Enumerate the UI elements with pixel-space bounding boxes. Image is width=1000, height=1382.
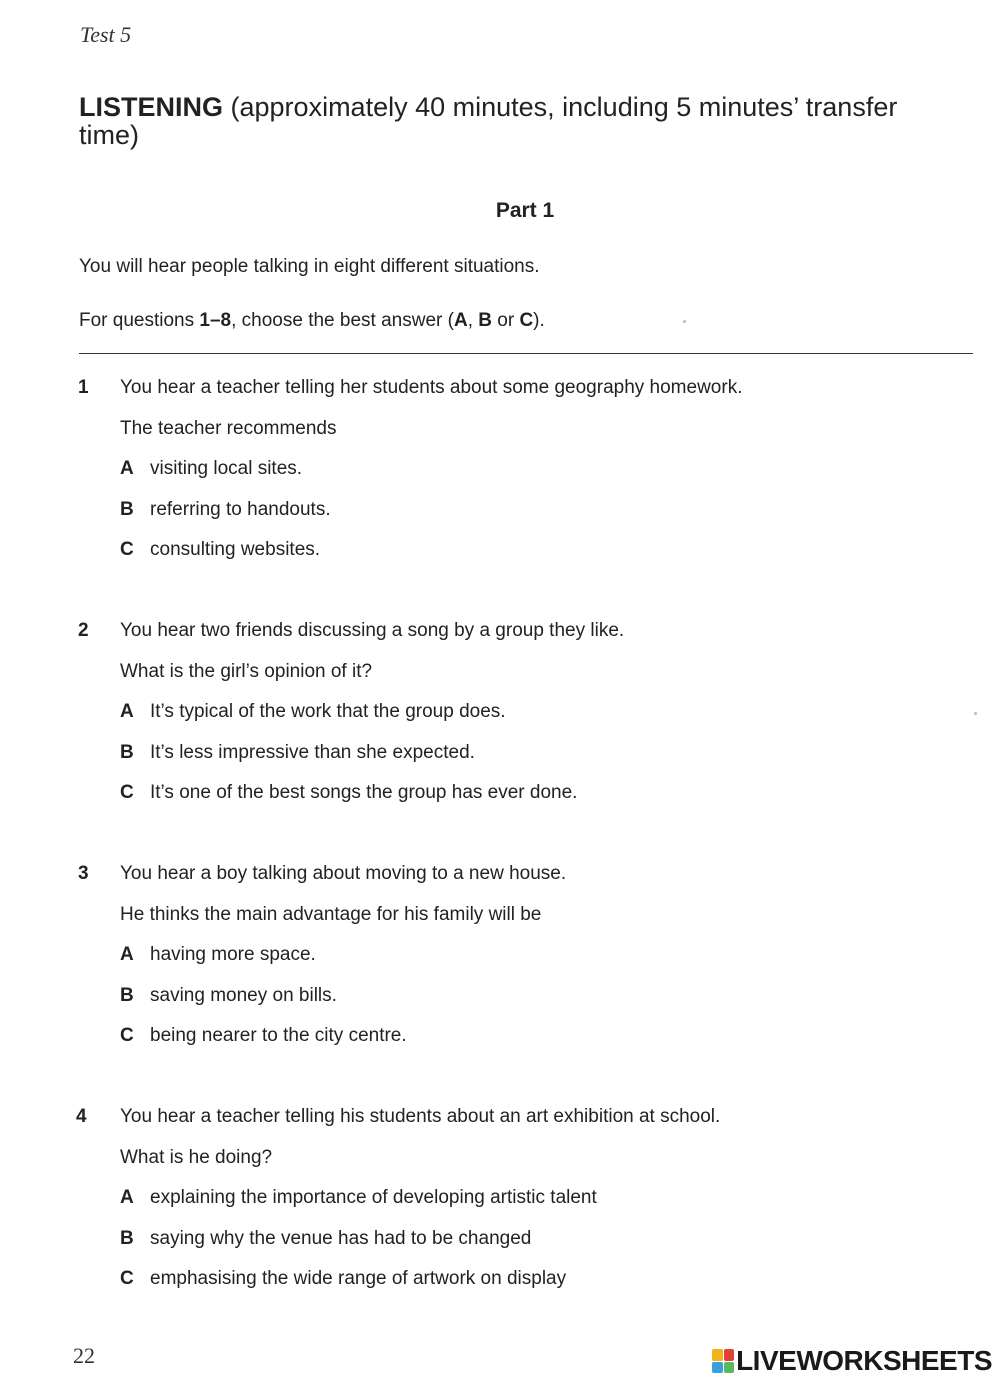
option-text: visiting local sites. [150,458,303,479]
page-number: 22 [73,1343,95,1368]
part-heading: Part 1 [495,199,555,222]
option-c[interactable] [120,1268,566,1290]
question-context: You hear a teacher telling his students about an art exhibition at school. [120,1106,721,1127]
question-number: 4 [76,1106,87,1127]
question-number: 2 [78,620,89,641]
option-text: explaining the importance of developing artistic talent [150,1187,597,1208]
option-letter: A [120,701,134,722]
instruction-line-2 [79,310,545,332]
option-letter: C [120,1268,134,1289]
test-label: Test 5 [80,22,132,47]
question-context: You hear a teacher telling her students about some geography homework. [120,377,743,398]
option-b-ref: B [478,310,492,331]
section-title-bold: LISTENING [79,92,224,122]
option-text: emphasising the wide range of artwork on display [150,1268,567,1289]
option-letter: C [120,782,134,803]
liveworksheets-logo[interactable] [712,1345,992,1377]
question-stem: What is he doing? [120,1147,273,1168]
option-text: It’s one of the best songs the group has ever done. [150,782,578,803]
option-a-ref: A [453,310,468,331]
question-stem: The teacher recommends [120,418,337,439]
option-text: It’s typical of the work that the group does. [150,701,506,722]
section-title-rest: (approximately 40 minutes, including 5 minutes’ transfer time) [79,92,898,150]
question-range: 1–8 [199,310,232,331]
logo-tile [712,1362,723,1374]
instruction-text: or [491,310,520,331]
option-text: referring to handouts. [150,499,331,520]
option-text: being nearer to the city centre. [150,1025,407,1046]
option-a[interactable] [120,944,316,966]
option-b[interactable] [120,1228,531,1250]
question-context: You hear two friends discussing a song by a group they like. [120,620,625,641]
instruction-text: , [467,310,479,331]
option-c[interactable] [120,539,320,561]
scan-speck [683,320,686,323]
option-b[interactable] [120,985,337,1007]
question-stem: He thinks the main advantage for his family will be [120,904,542,925]
option-c[interactable] [120,782,577,804]
question-context: You hear a boy talking about moving to a new house. [120,863,567,884]
option-letter: B [120,742,134,763]
option-c[interactable] [120,1025,407,1047]
option-a[interactable] [120,701,506,723]
logo-tile [712,1349,723,1361]
option-letter: C [120,539,134,560]
option-a[interactable] [120,458,302,480]
option-text: consulting websites. [150,539,321,560]
divider-rule [79,353,973,354]
option-b[interactable] [120,499,331,521]
option-text: It’s less impressive than she expected. [150,742,475,763]
instruction-text: , choose the best answer ( [231,310,454,331]
option-text: saving money on bills. [150,985,337,1006]
option-text: having more space. [150,944,316,965]
logo-tile [724,1362,735,1374]
option-letter: A [120,944,134,965]
scan-speck [974,712,977,715]
instruction-line-1: You will hear people talking in eight different situations. [79,256,540,277]
option-letter: C [120,1025,134,1046]
section-title [79,93,899,149]
liveworksheets-icon [712,1349,734,1373]
instruction-text: ). [533,310,545,331]
option-letter: B [120,1228,134,1249]
option-c-ref: C [519,310,534,331]
option-letter: B [120,499,134,520]
option-text: saying why the venue has had to be changed [150,1228,532,1249]
option-letter: A [120,458,134,479]
question-number: 1 [78,377,89,398]
instruction-text: For questions [79,310,200,331]
option-b[interactable] [120,742,475,764]
option-letter: A [120,1187,134,1208]
option-letter: B [120,985,134,1006]
question-number: 3 [78,863,89,884]
brand-name: LIVEWORKSHEETS [736,1345,992,1376]
question-stem: What is the girl’s opinion of it? [120,661,373,682]
logo-tile [724,1349,735,1361]
option-a[interactable] [120,1187,597,1209]
